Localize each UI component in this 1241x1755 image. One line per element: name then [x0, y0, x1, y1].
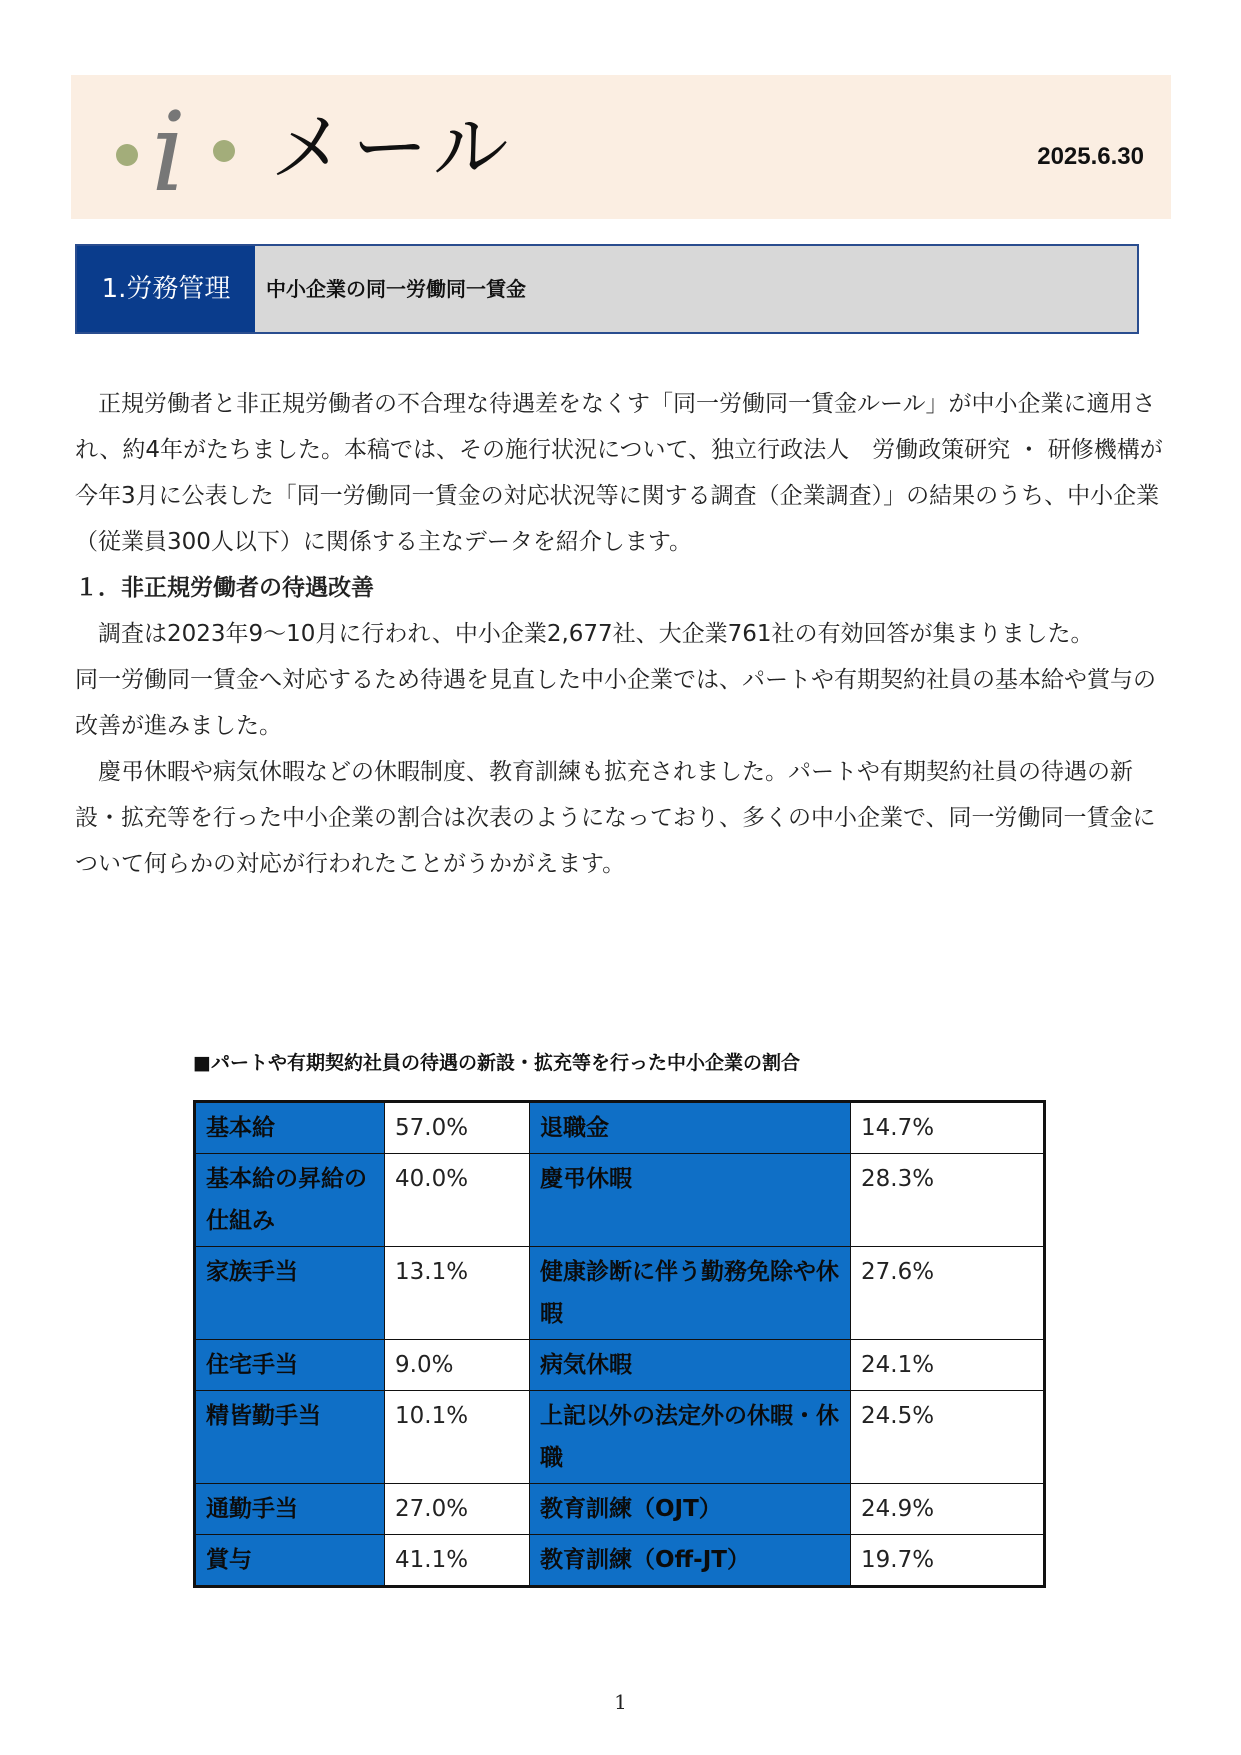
table-row	[195, 1535, 1045, 1587]
row-label-left: 基本給の昇給の仕組み	[195, 1154, 385, 1247]
svg-text:i: i	[151, 88, 187, 210]
i-mail-logo	[111, 85, 241, 210]
row-value-right: 24.1%	[851, 1340, 1045, 1391]
row-label-left: 住宅手当	[195, 1340, 385, 1391]
row-value-left: 40.0%	[385, 1154, 530, 1247]
paragraph-survey: 調査は2023年9～10月に行われ、中小企業2,677社、大企業761社の有効回答が集まりました。	[98, 621, 1094, 647]
table-row	[195, 1484, 1045, 1535]
row-label-right: 慶弔休暇	[530, 1154, 851, 1247]
row-value-left: 27.0%	[385, 1484, 530, 1535]
row-value-right: 19.7%	[851, 1535, 1045, 1587]
article-body	[75, 381, 1175, 887]
row-label-right: 病気休暇	[530, 1340, 851, 1391]
section-header	[75, 244, 1139, 334]
row-label-left: 家族手当	[195, 1247, 385, 1340]
row-value-left: 13.1%	[385, 1247, 530, 1340]
subheading: １．非正規労働者の待遇改善	[75, 575, 374, 601]
row-value-right: 27.6%	[851, 1247, 1045, 1340]
row-value-left: 41.1%	[385, 1535, 530, 1587]
row-value-left: 10.1%	[385, 1391, 530, 1484]
table-row	[195, 1391, 1045, 1484]
row-value-right: 24.5%	[851, 1391, 1045, 1484]
row-label-right: 教育訓練（Off-JT）	[530, 1535, 851, 1587]
intro-paragraph: 正規労働者と非正規労働者の不合理な待遇差をなくす「同一労働同一賃金ルール」が中小企業に適用され、約4年がたちました。本稿では、その施行状況について、独立行政法人 労働政策研究 ・ 研修機構が今年3月に公表した「同一労働同一賃金の対応状況等に関する調査（企業調査）」の結果のうち、中小企業（従業員300人以下）に関係する主なデータを紹介します。	[75, 391, 1163, 555]
row-value-left: 57.0%	[385, 1102, 530, 1154]
header-banner	[71, 75, 1171, 219]
newsletter-title: メール	[270, 103, 515, 192]
benefit-rate-table	[193, 1100, 1046, 1588]
issue-date: 2025.6.30	[1037, 143, 1144, 170]
table-row	[195, 1102, 1045, 1154]
row-label-left: 通勤手当	[195, 1484, 385, 1535]
row-value-right: 24.9%	[851, 1484, 1045, 1535]
row-label-left: 精皆勤手当	[195, 1391, 385, 1484]
row-label-right: 健康診断に伴う勤務免除や休暇	[530, 1247, 851, 1340]
table-row	[195, 1247, 1045, 1340]
row-value-left: 9.0%	[385, 1340, 530, 1391]
page-number: 1	[614, 1690, 627, 1714]
row-label-left: 基本給	[195, 1102, 385, 1154]
table-row	[195, 1154, 1045, 1247]
row-value-right: 28.3%	[851, 1154, 1045, 1247]
paragraph-improvement: 同一労働同一賃金へ対応するため待遇を見直した中小企業では、パートや有期契約社員の基本給や賞与の改善が進みました。	[75, 667, 1156, 739]
row-label-left: 賞与	[195, 1535, 385, 1587]
section-number: 1.労務管理	[77, 246, 255, 332]
row-value-right: 14.7%	[851, 1102, 1045, 1154]
section-title: 中小企業の同一労働同一賃金	[266, 277, 526, 301]
row-label-right: 教育訓練（OJT）	[530, 1484, 851, 1535]
row-label-right: 退職金	[530, 1102, 851, 1154]
paragraph-leave: 慶弔休暇や病気休暇などの休暇制度、教育訓練も拡充されました。パートや有期契約社員の待遇の新設・拡充等を行った中小企業の割合は次表のようになっており、多くの中小企業で、同一労働同一賃金について何らかの対応が行われたことがうかがえます。	[75, 759, 1156, 877]
table-row	[195, 1340, 1045, 1391]
row-label-right: 上記以外の法定外の休暇・休職	[530, 1391, 851, 1484]
table-caption: ■パートや有期契約社員の待遇の新設・拡充等を行った中小企業の割合	[193, 1052, 800, 1074]
